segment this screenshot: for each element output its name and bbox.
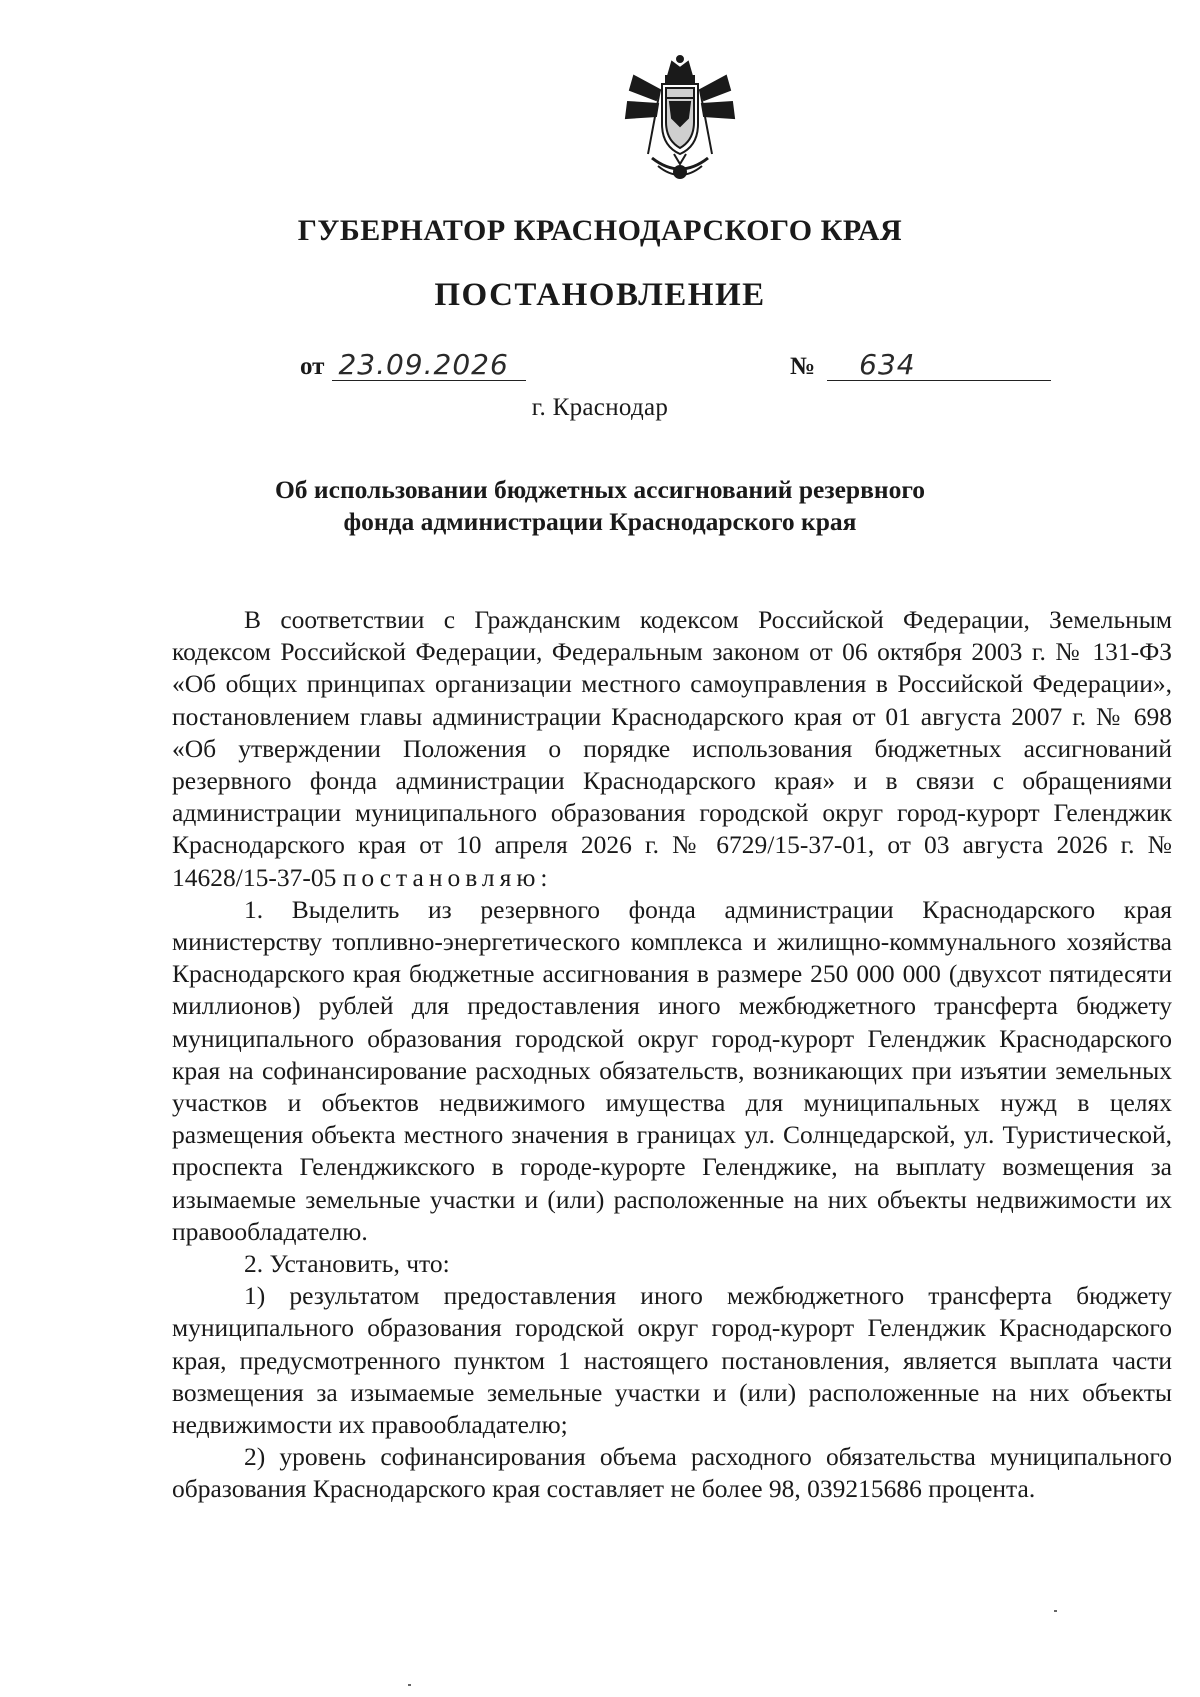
date-line (300, 350, 526, 390)
item-2-paragraph: 2. Установить, что: (244, 1249, 450, 1279)
number-label: № (790, 353, 816, 380)
subject-line-1: Об использовании бюджетных ассигнований резервного (274, 475, 926, 504)
subject-line-2: фонда администрации Краснодарского края (343, 507, 857, 536)
resolve-word: постановляю: (342, 862, 553, 892)
item-2-1-paragraph: 1) результатом предоставления иного межбюджетного трансферта бюджету муниципального образования городской округ город-курорт Геленджик Краснодарского края, предусмотренного пунктом 1 настоящего постановления, является выплата части возмещения за изымаемые земельные участки и (или) расположенные на них объекты недвижимости их правообладателю; (172, 1281, 1172, 1440)
coat-of-arms-icon (618, 54, 742, 186)
issuing-authority: ГУБЕРНАТОР КРАСНОДАРСКОГО КРАЯ (297, 214, 903, 247)
scan-speck (408, 1684, 411, 1686)
document-body (172, 604, 1172, 1506)
number-line (790, 350, 1051, 390)
handwritten-date: 23.09.2026 (332, 350, 526, 381)
document-type-title: ПОСТАНОВЛЕНИЕ (434, 277, 766, 313)
date-label: от (300, 353, 325, 380)
item-1-paragraph: 1. Выделить из резервного фонда администрации Краснодарского края министерству топливно-энергетического комплекса и жилищно-коммунального хозяйства Краснодарского края бюджетные ассигнования в размере 250 000 000 (двухсот пятидесяти миллионов) рублей для предоставления иного межбюджетного трансферта бюджету муниципального образования городской округ город-курорт Геленджик Краснодарского края на софинансирование расходных обязательств, возникающих при изъятии земельных участков и объектов недвижимого имущества для муниципальных нужд в целях размещения объекта местного значения в границах ул. Солнцедарской, ул. Туристической, проспекта Геленджикского в городе-курорте Геленджике, на выплату возмещения за изымаемые земельные участки и (или) расположенные на них объекты недвижимости их правообладателю. (172, 894, 1172, 1246)
document-subject (0, 474, 1200, 538)
preamble-paragraph (172, 604, 1172, 894)
city-of-issue: г. Краснодар (531, 394, 669, 421)
preamble-text: В соответствии с Гражданским кодексом Российской Федерации, Земельным кодексом Российской Федерации, Федеральным законом от 06 октября 2003 г. № 131-ФЗ «Об общих принципах организации местного самоуправления в Российской Федерации», постановлением главы администрации Краснодарского края от 01 августа 2007 г. № 698 «Об утверждении Положения о порядке использования бюджетных ассигнований резервного фонда администрации Краснодарского края» и в связи с обращениями администрации муниципального образования городской округ город-курорт Геленджик Краснодарского края от 10 апреля 2026 г. № 6729/15-37-01, от 03 августа 2026 г. № 14628/15-37-05 (172, 605, 1172, 892)
item-2-2-paragraph: 2) уровень софинансирования объема расходного обязательства муниципального образования Краснодарского края составляет не более 98, 039215686 процента. (172, 1442, 1172, 1504)
scan-speck (1054, 1610, 1057, 1612)
handwritten-number: 634 (827, 350, 1051, 381)
